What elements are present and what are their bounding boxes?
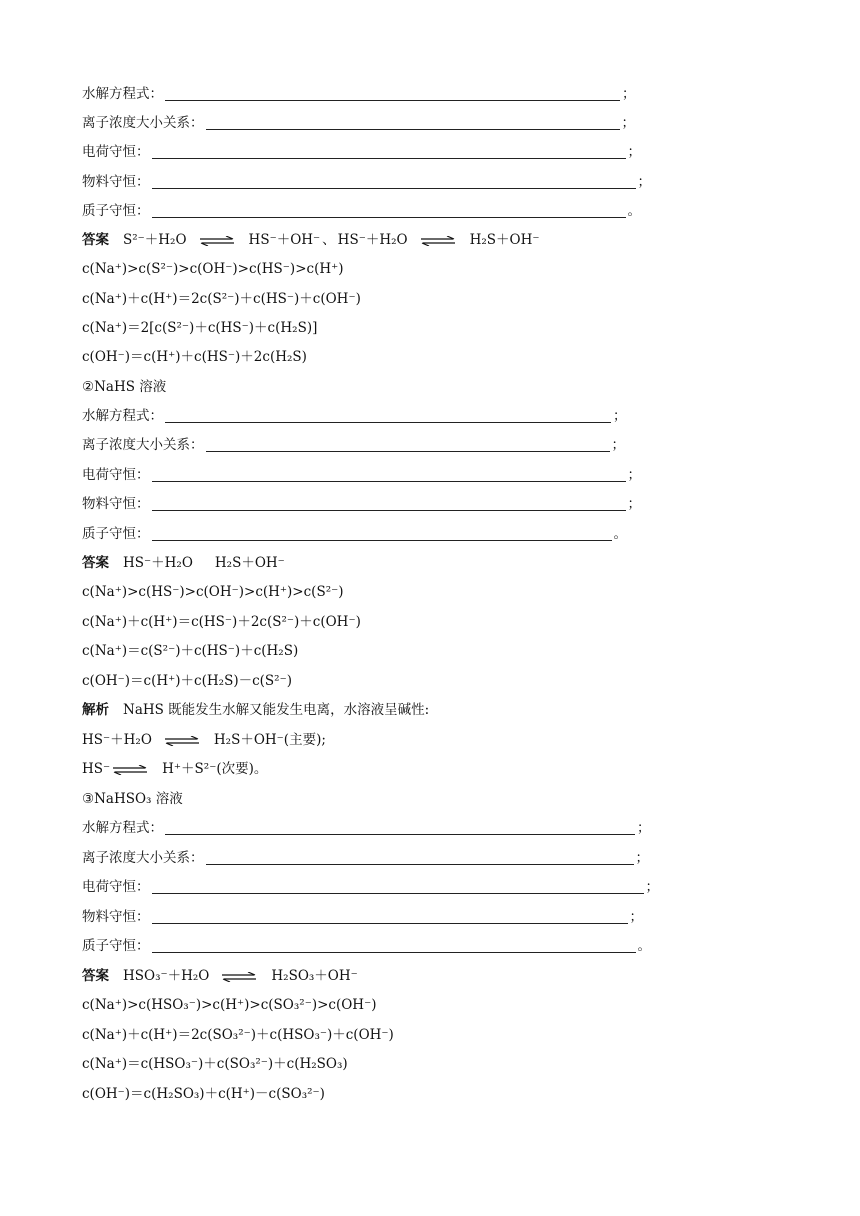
proton-balance-prompt — [82, 522, 627, 546]
line-end: ； — [627, 467, 641, 483]
line-end: ； — [627, 144, 641, 160]
analysis-label: 解析 — [82, 702, 109, 718]
line-end: ； — [637, 820, 651, 836]
answer-blank — [152, 526, 612, 541]
equation-left: HSO₃⁻＋H₂O — [123, 968, 210, 984]
prompt-label: 质子守恒： — [82, 203, 150, 219]
equation-left: S²⁻＋H₂O — [123, 232, 187, 248]
answer-blank — [152, 909, 628, 924]
line-end: ； — [627, 496, 641, 512]
hydrolysis-eq-prompt — [82, 82, 636, 106]
equation-right: H⁺＋S²⁻(次要)。 — [162, 761, 268, 777]
analysis-text: NaHS 既能发生水解又能发生电离，水溶液呈碱性: — [123, 702, 430, 718]
prompt-label: 物料守恒： — [82, 496, 150, 512]
equilibrium-arrow-icon — [221, 972, 257, 982]
ion-order-prompt — [82, 433, 625, 457]
section-title-nahs: ②NaHS 溶液 — [82, 379, 167, 395]
mass-balance-prompt — [82, 170, 651, 194]
prompt-label: 物料守恒： — [82, 909, 150, 925]
equation-right: H₂S＋OH⁻ — [469, 232, 540, 248]
answer-blank — [165, 408, 611, 423]
hydrolysis-eq-prompt — [82, 816, 651, 840]
answer-proton-balance: c(OH⁻)＝c(H⁺)＋c(HS⁻)＋2c(H₂S) — [82, 349, 307, 365]
prompt-label: 离子浓度大小关系： — [82, 850, 204, 866]
hydrolysis-equation — [82, 728, 326, 752]
answer-label: 答案 — [82, 968, 109, 984]
answer-charge-balance: c(Na⁺)＋c(H⁺)＝2c(SO₃²⁻)＋c(HSO₃⁻)＋c(OH⁻) — [82, 1027, 394, 1043]
answer-blank — [152, 174, 636, 189]
line-end: ； — [635, 850, 649, 866]
answer-hydrolysis — [82, 551, 285, 575]
charge-balance-prompt — [82, 463, 641, 487]
line-end: ； — [622, 86, 636, 102]
answer-blank — [206, 850, 634, 865]
equation-left: HS⁻＋H₂O — [82, 732, 152, 748]
answer-charge-balance: c(Na⁺)＋c(H⁺)＝c(HS⁻)＋2c(S²⁻)＋c(OH⁻) — [82, 614, 361, 630]
line-end: ； — [645, 879, 659, 895]
line-end: ； — [637, 174, 651, 190]
equation-right: H₂SO₃＋OH⁻ — [271, 968, 358, 984]
answer-blank — [152, 144, 626, 159]
prompt-label: 离子浓度大小关系： — [82, 115, 204, 131]
prompt-label: 水解方程式： — [82, 820, 163, 836]
line-end: ； — [613, 408, 627, 424]
line-end: 。 — [613, 526, 627, 542]
prompt-label: 质子守恒： — [82, 938, 150, 954]
answer-charge-balance: c(Na⁺)＋c(H⁺)＝2c(S²⁻)＋c(HS⁻)＋c(OH⁻) — [82, 291, 361, 307]
prompt-label: 电荷守恒： — [82, 879, 150, 895]
ion-order-prompt — [82, 111, 635, 135]
answer-blank — [152, 203, 626, 218]
prompt-label: 离子浓度大小关系： — [82, 437, 204, 453]
section-title-nahso3: ③NaHSO₃ 溶液 — [82, 791, 183, 807]
proton-balance-prompt — [82, 199, 641, 223]
mass-balance-prompt — [82, 905, 643, 929]
prompt-label: 电荷守恒： — [82, 144, 150, 160]
equation-left: HS⁻ — [82, 761, 111, 777]
answer-proton-balance: c(OH⁻)＝c(H₂SO₃)＋c(H⁺)－c(SO₃²⁻) — [82, 1086, 325, 1102]
answer-blank — [152, 938, 636, 953]
answer-blank — [206, 115, 620, 130]
line-end: ； — [611, 437, 625, 453]
equation-right: H₂S＋OH⁻(主要); — [213, 732, 326, 748]
prompt-label: 质子守恒： — [82, 526, 150, 542]
line-end: 。 — [637, 938, 651, 954]
hydrolysis-eq-prompt — [82, 404, 627, 428]
line-end: 。 — [627, 203, 641, 219]
answer-ion-order: c(Na⁺)>c(S²⁻)>c(OH⁻)>c(HS⁻)>c(H⁺) — [82, 261, 344, 277]
charge-balance-prompt — [82, 875, 659, 899]
answer-blank — [152, 879, 644, 894]
answer-blank — [206, 437, 610, 452]
answer-blank — [152, 467, 626, 482]
equilibrium-arrow-icon — [199, 236, 235, 246]
ion-order-prompt — [82, 846, 649, 870]
prompt-label: 电荷守恒： — [82, 467, 150, 483]
proton-balance-prompt — [82, 934, 651, 958]
answer-mass-balance: c(Na⁺)＝2[c(S²⁻)＋c(HS⁻)＋c(H₂S)] — [82, 320, 318, 336]
separator: 、 — [322, 232, 336, 248]
charge-balance-prompt — [82, 140, 641, 164]
answer-mass-balance: c(Na⁺)＝c(HSO₃⁻)＋c(SO₃²⁻)＋c(H₂SO₃) — [82, 1056, 348, 1072]
answer-hydrolysis — [82, 964, 358, 988]
answer-mass-balance: c(Na⁺)＝c(S²⁻)＋c(HS⁻)＋c(H₂S) — [82, 643, 299, 659]
equilibrium-arrow-icon — [164, 736, 200, 746]
ionization-equation — [82, 757, 267, 781]
answer-proton-balance: c(OH⁻)＝c(H⁺)＋c(H₂S)－c(S²⁻) — [82, 673, 292, 689]
prompt-label: 物料守恒： — [82, 174, 150, 190]
answer-ion-order: c(Na⁺)>c(HSO₃⁻)>c(H⁺)>c(SO₃²⁻)>c(OH⁻) — [82, 997, 377, 1013]
equation-left: HS⁻＋H₂O — [337, 232, 408, 248]
prompt-label: 水解方程式： — [82, 408, 163, 424]
answer-blank — [152, 496, 626, 511]
answer-hydrolysis — [82, 228, 539, 252]
equation-left: HS⁻＋H₂O — [123, 555, 193, 571]
equilibrium-arrow-icon — [420, 236, 456, 246]
line-end: ； — [621, 115, 635, 131]
prompt-label: 水解方程式： — [82, 86, 163, 102]
answer-label: 答案 — [82, 555, 109, 571]
equilibrium-arrow-icon — [112, 765, 148, 775]
line-end: ； — [629, 909, 643, 925]
analysis-line — [82, 698, 429, 722]
equation-right: HS⁻＋OH⁻ — [248, 232, 321, 248]
mass-balance-prompt — [82, 492, 641, 516]
answer-blank — [165, 86, 620, 101]
answer-ion-order: c(Na⁺)>c(HS⁻)>c(OH⁻)>c(H⁺)>c(S²⁻) — [82, 584, 344, 600]
equation-right: H₂S＋OH⁻ — [214, 555, 285, 571]
answer-label: 答案 — [82, 232, 109, 248]
answer-blank — [165, 820, 635, 835]
